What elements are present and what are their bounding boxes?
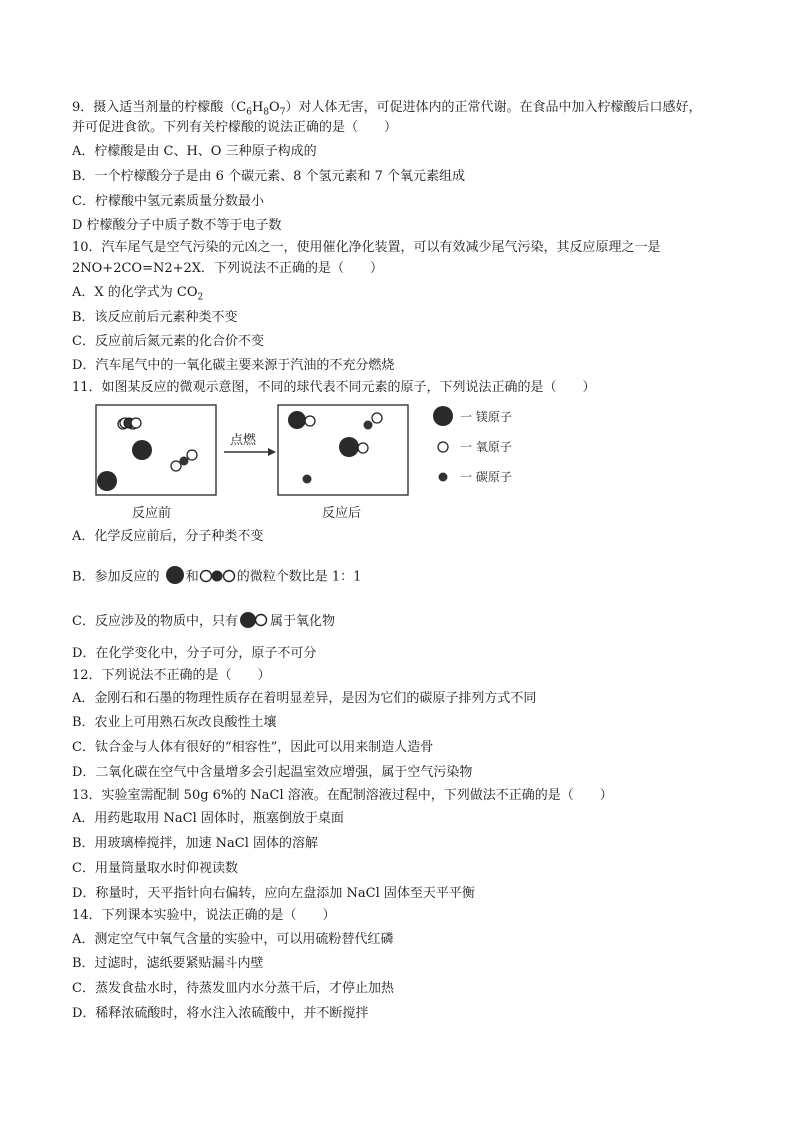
q10-option-b: B．该反应前后元素种类不变: [72, 310, 238, 325]
mg-atom-icon: [164, 566, 186, 588]
q13-option-a: A．用药匙取用 NaCl 固体时，瓶塞倒放于桌面: [72, 811, 344, 826]
q11-stem: 11．如图某反应的微观示意图，不同的球代表不同元素的原子，下列说法正确的是（ ）: [72, 380, 596, 395]
q13-option-d: D．称量时，天平指针向右偏转，应向左盘添加 NaCl 固体至天平平衡: [72, 886, 475, 901]
q13-option-b: B．用玻璃棒搅拌，加速 NaCl 固体的溶解: [72, 836, 319, 851]
legend-o-label: 一 氧原子: [460, 440, 512, 454]
q14-option-a: A．测定空气中氧气含量的实验中，可以用硫粉替代红磷: [72, 932, 394, 947]
legend-mg-swatch: [433, 406, 453, 426]
q10-stem-line2: 2NO+2CO=N2+2X．下列说法不正确的是（ ）: [72, 261, 384, 276]
after-mgo-molecule-1: [288, 411, 315, 429]
q10-option-d: D．汽车尾气中的一氧化碳主要来源于汽油的不充分燃烧: [72, 358, 395, 373]
co2-molecule-icon: [199, 569, 237, 585]
q13-option-c: C．用量筒量取水时仰视读数: [72, 861, 238, 876]
reaction-diagram: [72, 400, 532, 524]
q12-option-b: B．农业上可用熟石灰改良酸性土壤: [72, 715, 277, 730]
q9-option-b: B．一个柠檬酸分子是由 6 个碳元素、8 个氢元素和 7 个氧元素组成: [72, 169, 466, 184]
q11-option-a: A．化学反应前后，分子种类不变: [72, 529, 264, 544]
q9-option-c: C．柠檬酸中氢元素质量分数最小: [72, 194, 264, 209]
q10-option-c: C．反应前后氮元素的化合价不变: [72, 334, 264, 349]
after-label: 反应后: [322, 506, 362, 521]
q14-stem: 14．下列课本实验中，说法正确的是（ ）: [72, 908, 336, 923]
q9-option-d: D 柠檬酸分子中质子数不等于电子数: [72, 218, 282, 233]
q9-stem-line1: 9．摄入适当剂量的柠檬酸$(C_6H_8O_7)$对人体无害，可促进体内的正常代谢。在食品中加入柠檬酸后口感好，: [72, 100, 702, 118]
before-label: 反应前: [132, 506, 172, 521]
q12-stem: 12．下列说法不正确的是（ ）: [72, 668, 271, 683]
q13-stem: 13．实验室需配制 50g 6%的 NaCl 溶液。在配制溶液过程中，下列做法不正确的是（ ）: [72, 788, 613, 803]
after-mgo-molecule-2: [339, 437, 368, 457]
legend-mg-label: 一 镁原子: [460, 410, 512, 424]
legend-c-label: 一 碳原子: [460, 470, 512, 484]
q14-option-d: D．稀释浓硫酸时，将水注入浓硫酸中，并不断搅拌: [72, 1006, 369, 1021]
arrow-label: 点燃: [230, 433, 257, 448]
after-c-o2: [364, 413, 383, 430]
q12-option-d: D．二氧化碳在空气中含量增多会引起温室效应增强，属于空气污染物: [72, 765, 473, 780]
after-c-atom: [303, 475, 312, 484]
before-mg-o2-group: [120, 418, 141, 428]
q9-stem-line2: 并可促进食欲。下列有关柠檬酸的说法正确的是（ ）: [72, 120, 398, 135]
before-mg-atom-1: [132, 440, 152, 460]
q10-option-a: A．X 的化学式为 $CO_2$: [72, 285, 204, 303]
q11-option-b: B．参加反应的 和 的微粒个数比是 1：1: [72, 566, 361, 589]
before-co2-molecule: [171, 450, 197, 471]
q14-option-b: B．过滤时，滤纸要紧贴漏斗内壁: [72, 956, 264, 971]
q11-option-d: D．在化学变化中，分子可分，原子不可分: [72, 646, 317, 661]
legend-c-swatch: [439, 473, 448, 482]
q12-option-c: C．钛合金与人体有很好的“相容性”，因此可以用来制造人造骨: [72, 740, 434, 755]
legend-o-swatch: [438, 442, 448, 452]
mgo-molecule-icon: [238, 612, 270, 632]
q10-stem-line1: 10．汽车尾气是空气污染的元凶之一，使用催化净化装置，可以有效减少尾气污染，其反应原理之一是: [72, 240, 661, 255]
q9-option-a: A．柠檬酸是由 C、H、O 三种原子构成的: [72, 144, 317, 159]
q12-option-a: A．金刚石和石墨的物理性质存在着明显差异，是因为它们的碳原子排列方式不同: [72, 691, 537, 706]
before-mg-atom-2: [97, 471, 117, 491]
q14-option-c: C．蒸发食盐水时，待蒸发皿内水分蒸干后，才停止加热: [72, 981, 394, 996]
q11-option-c: C．反应涉及的物质中，只有 属于氧化物: [72, 611, 335, 633]
